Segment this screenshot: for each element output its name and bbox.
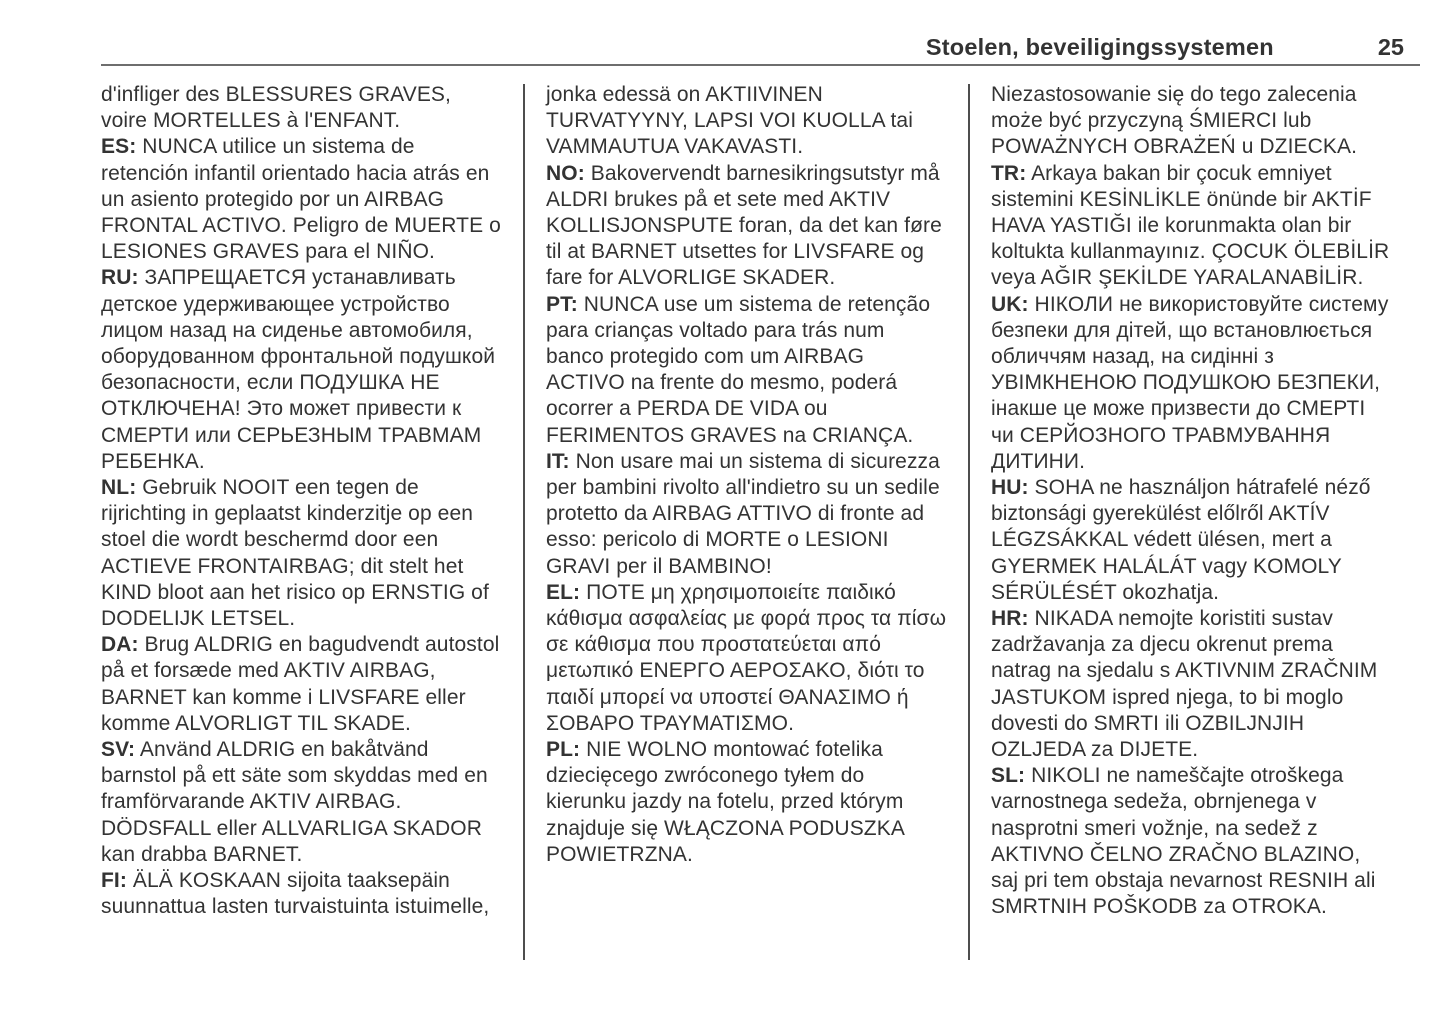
language-code-label: HR:: [991, 607, 1029, 631]
language-code-label: NL:: [101, 476, 137, 500]
text-column-1: [101, 82, 502, 921]
text-column-3: [991, 82, 1392, 921]
warning-paragraph-tr: TR: Arkaya bakan bir çocuk emniyet sistemini KESİNLİKLE önünde bir AKTİF HAVA YASTIĞI ile korunmakta olan bir koltukta kullanmayınız. ÇOCUK ÖLEBİLİR veya AĞIR ŞEKİLDE YARALANABİLİR.: [991, 161, 1390, 290]
text-column-2: [546, 82, 947, 868]
column-divider-2: [968, 84, 970, 960]
language-code-label: SV:: [101, 738, 136, 762]
language-code-label: NO:: [546, 161, 585, 185]
warning-paragraph-sv: SV: Använd ALDRIG en bakåtvänd barnstol på ett säte som skyddas med en framförvarande AKTIV AIRBAG. DÖDSFALL eller ALLVARLIGA SKADOR kan drabba BARNET.: [101, 738, 488, 866]
text-columns: [101, 82, 1420, 960]
warning-paragraph-fi: FI: ÄLÄ KOSKAAN sijoita taaksepäin suunnattua lasten turvaistuinta istuimelle,: [101, 869, 490, 919]
language-code-label: PT:: [546, 292, 578, 316]
warning-paragraph-uk: UK: НІКОЛИ не використовуйте систему безпеки для дітей, що встановлюється обличчям назад, на сидінні з УВІМКНЕНОЮ ПОДУШКОЮ БЕЗПЕКИ, інакше це може призвести до СМЕРТІ чи СЕРЙОЗНОГО ТРАВМУВАННЯ ДИТИНИ.: [991, 292, 1389, 473]
language-code-label: EL:: [546, 580, 581, 604]
page-title: Stoelen, beveiligingssystemen: [925, 34, 1274, 60]
language-code-label: SL:: [991, 764, 1026, 788]
warning-paragraph-continued: d'infliger des BLESSURES GRAVES, voire MORTELLES à l'ENFANT.: [101, 83, 451, 133]
warning-paragraph-hr: HR: NIKADA nemojte koristiti sustav zadržavanja za djecu okrenut prema natrag na sjedalu s AKTIVNIM ZRAČNIM JASTUKOM ispred njega, to bi moglo dovesti do SMRTI ili OZBILJNJIH OZLJEDA za DIJETE.: [991, 607, 1378, 762]
language-code-label: RU:: [101, 266, 139, 290]
warning-paragraph-es: ES: NUNCA utilice un sistema de retención infantil orientado hacia atrás en un asiento protegido por un AIRBAG FRONTAL ACTIVO. Peligro de MUERTE o LESIONES GRAVES para el NIÑO.: [101, 135, 501, 264]
language-code-label: UK:: [991, 292, 1029, 316]
column-divider-1: [523, 84, 525, 960]
language-code-label: HU:: [991, 476, 1029, 500]
warning-paragraph-ru: RU: ЗАПРЕЩАЕТСЯ устанавливать детское удерживающее устройство лицом назад на сиденье автомобиля, оборудованном фронтальной подушкой безопасности, если ПОДУШКА НЕ ОТКЛЮЧЕНА! Это может привести к СМЕРТИ или СЕРЬЕЗНЫМ ТРАВМАМ РЕБЕНКА.: [101, 266, 496, 473]
warning-paragraph-continued: jonka edessä on AKTIIVINEN TURVATYYNY, LAPSI VOI KUOLLA tai VAMMAUTUA VAKAVASTI.: [546, 83, 913, 159]
language-code-label: FI:: [101, 869, 127, 893]
language-code-label: TR:: [991, 161, 1027, 185]
warning-paragraph-sl: SL: NIKOLI ne nameščajte otroškega varnostnega sedeža, obrnjenega v nasprotni smeri vožnje, na sedež z AKTIVNO ČELNO ZRAČNO BLAZINO, saj pri tem obstaja nevarnost RESNIH ali SMRTNIH POŠKODB za OTROKA.: [991, 764, 1376, 919]
warning-paragraph-pl: PL: NIE WOLNO montować fotelika dziecięcego zwróconego tyłem do kierunku jazdy na fotelu, przed którym znajduje się WŁĄCZONA PODUSZKA POWIETRZNA.: [546, 738, 904, 866]
language-code-label: ES:: [101, 135, 137, 159]
warning-paragraph-no: NO: Bakovervendt barnesikringsutstyr må ALDRI brukes på et sete med AKTIV KOLLISJONSPUTE foran, da det kan føre til at BARNET utsettes for LIVSFARE og fare for ALVORLIGE SKADER.: [546, 161, 942, 290]
page-header: [101, 0, 1420, 66]
warning-paragraph-hu: HU: SOHA ne használjon hátrafelé néző biztonsági gyerekülést előlről AKTÍV LÉGZSÁKKAL védett ülésen, mert a GYERMEK HALÁLÁT vagy KOMOLY SÉRÜLÉSÉT okozhatja.: [991, 476, 1371, 604]
warning-paragraph-pt: PT: NUNCA use um sistema de retenção para crianças voltado para trás num banco protegido com um AIRBAG ACTIVO na frente do mesmo, poderá ocorrer a PERDA DE VIDA ou FERIMENTOS GRAVES na CRIANÇA.: [546, 292, 931, 447]
page-number: 25: [1377, 34, 1404, 60]
warning-paragraph-da: DA: Brug ALDRIG en bagudvendt autostol på et forsæde med AKTIV AIRBAG, BARNET kan komme i LIVSFARE eller komme ALVORLIGT TIL SKADE.: [101, 633, 500, 735]
warning-paragraph-nl: NL: Gebruik NOOIT een tegen de rijrichting in geplaatst kinderzitje op een stoel die wordt beschermd door een ACTIEVE FRONTAIRBAG; dit stelt het KIND bloot aan het risico op ERNSTIG of DODELIJK LETSEL.: [101, 476, 489, 631]
warning-paragraph-continued: Niezastosowanie się do tego zalecenia może być przyczyną ŚMIERCI lub POWAŻNYCH OBRAŻEŃ u DZIECKA.: [991, 83, 1358, 159]
language-code-label: PL:: [546, 738, 581, 762]
language-code-label: IT:: [546, 449, 570, 473]
warning-paragraph-it: IT: Non usare mai un sistema di sicurezza per bambini rivolto all'indietro su un sedile protetto da AIRBAG ATTIVO di fronte ad esso: pericolo di MORTE o LESIONI GRAVI per il BAMBINO!: [546, 449, 940, 578]
language-code-label: DA:: [101, 633, 139, 657]
warning-paragraph-el: EL: ΠΟΤΕ μη χρησιμοποιείτε παιδικό κάθισμα ασφαλείας με φορά προς τα πίσω σε κάθισμα που προστατεύεται από μετωπικό ΕΝΕΡΓΟ ΑΕΡΟΣΑΚΟ, διότι το παιδί μπορεί να υποστεί ΘΑΝΑΣΙΜΟ ή ΣΟΒΑΡΟ ΤΡΑΥΜΑΤΙΣΜΟ.: [546, 580, 947, 735]
